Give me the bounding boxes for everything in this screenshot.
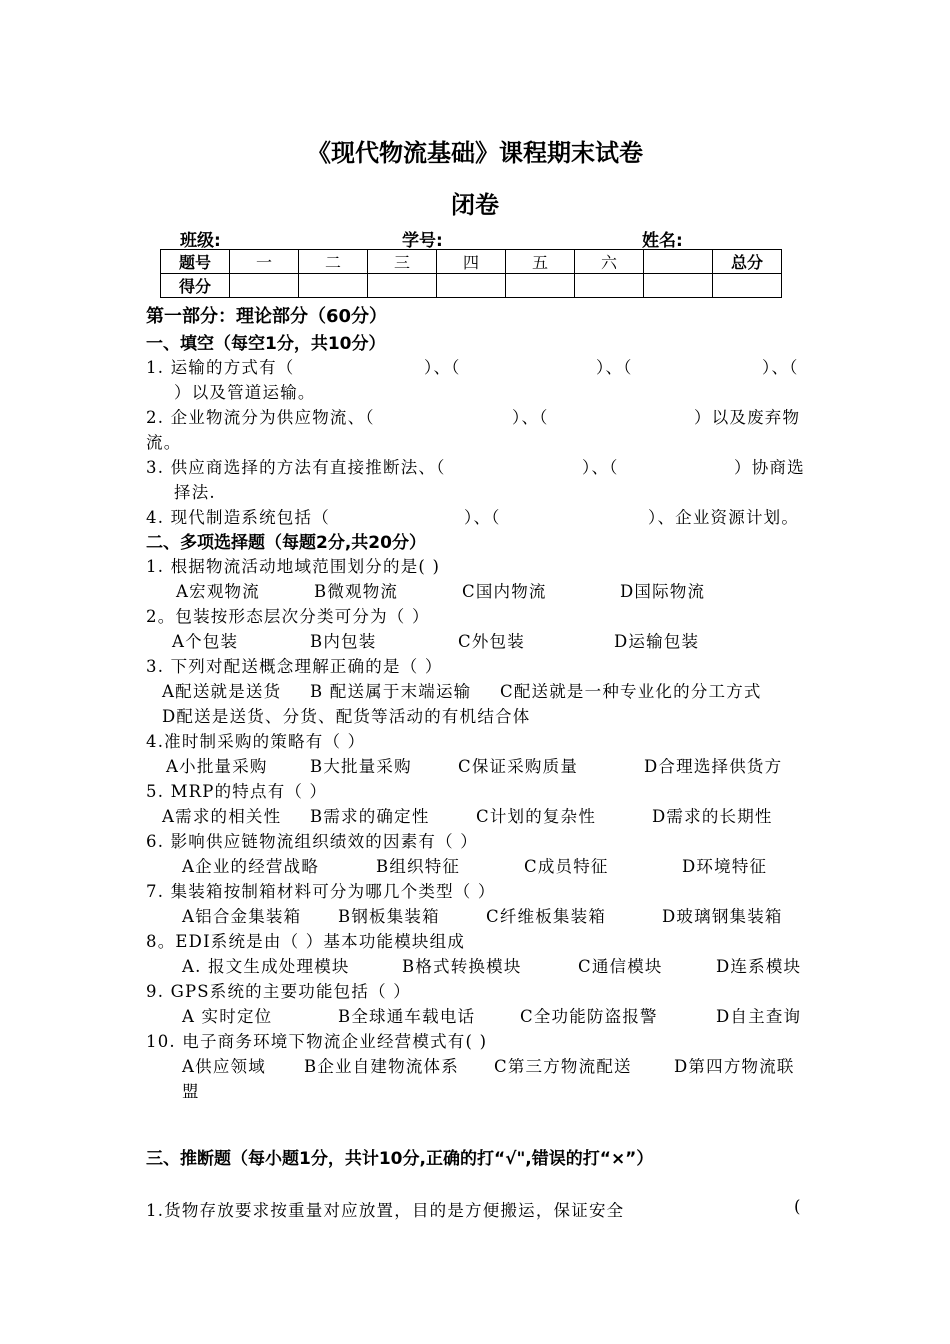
option-c: C配送就是一种专业化的分工方式 [500,682,762,701]
option-b: B大批量采购 [310,757,412,776]
score-input-cell[interactable] [368,274,437,298]
score-cell: 四 [437,250,506,274]
question-text: 7. 集装箱按制箱材料可分为哪几个类型（ ） [146,882,496,901]
section-heading: 一、填空（每空1分，共10分） [146,334,386,354]
score-input-cell[interactable] [437,274,506,298]
question-text: ）、（ [512,408,549,427]
option-d: D国际物流 [620,582,706,601]
option-d: D需求的长期性 [652,807,773,826]
page-title: 《现代物流基础》课程期末试卷 [307,139,643,167]
question-text: 9. GPS系统的主要功能包括（ ） [146,982,411,1001]
option-b: B内包装 [310,632,377,651]
question-text: ）以及管道运输。 [174,383,316,402]
option-c: C通信模块 [578,957,663,976]
option-a: A企业的经营战略 [182,857,320,876]
option-d: D运输包装 [614,632,700,651]
class-label: 班级: [180,231,221,251]
option-b: B需求的确定性 [310,807,430,826]
question-text: 8。EDI系统是由（ ）基本功能模块组成 [146,932,466,951]
question-text: 4. 现代制造系统包括（ [146,508,330,527]
option-b: B企业自建物流体系 [304,1057,459,1076]
score-cell: 五 [506,250,575,274]
score-table [160,249,782,298]
option-d: D第四方物流联 [674,1057,795,1076]
score-table-header-row [161,250,782,274]
question-text: 4.准时制采购的策略有（ ） [146,732,366,751]
question-text: 2。包装按形态层次分类可分为（ ） [146,607,430,626]
option-a: A铝合金集装箱 [182,907,302,926]
option-b: B 配送属于末端运输 [310,682,472,701]
score-table-score-row [161,274,782,298]
option-a: A宏观物流 [176,582,260,601]
option-c: C纤维板集装箱 [486,907,607,926]
score-cell: 三 [368,250,437,274]
option-d: D合理选择供货方 [644,757,783,776]
option-d: D玻璃钢集装箱 [662,907,783,926]
question-text: 择法. [174,483,216,502]
score-input-cell[interactable] [644,274,713,298]
option-d: D自主查询 [716,1007,802,1026]
option-c: C全功能防盗报警 [520,1007,658,1026]
question-text: ）协商选 [734,458,805,477]
question-text: ）、（ [596,358,633,377]
score-input-cell[interactable] [506,274,575,298]
option-c: C计划的复杂性 [476,807,597,826]
option-d: D连系模块 [716,957,802,976]
option-d-continued: 盟 [182,1082,200,1101]
question-text: ）、（ [424,358,461,377]
section-heading: 三、推断题（每小题1分，共计10分,正确的打“√",错误的打“×”） [146,1149,654,1169]
option-c: C外包装 [458,632,525,651]
option-c: C国内物流 [462,582,547,601]
section-heading: 二、多项选择题（每题2分,共20分） [146,533,426,553]
score-cell: 一 [230,250,299,274]
question-text: 2. 企业物流分为供应物流、（ [146,408,375,427]
score-row-label: 得分 [161,274,230,298]
score-input-cell[interactable] [299,274,368,298]
option-c: C成员特征 [524,857,609,876]
option-d: D配送是送货、分货、配货等活动的有机结合体 [162,707,531,726]
page-subtitle: 闭卷 [451,191,499,219]
score-cell: 六 [575,250,644,274]
option-a: A配送就是送货 [162,682,282,701]
score-cell: 题号 [161,250,230,274]
question-text: 3. 下列对配送概念理解正确的是（ ） [146,657,443,676]
option-a: A小批量采购 [166,757,268,776]
option-a: A. 报文生成处理模块 [182,957,350,976]
option-d: D环境特征 [682,857,768,876]
student-id-label: 学号: [402,231,443,251]
question-text: 3. 供应商选择的方法有直接推断法、（ [146,458,446,477]
question-text: ）、企业资源计划。 [648,508,800,527]
score-input-cell[interactable] [230,274,299,298]
option-b: B组织特征 [376,857,461,876]
option-b: B格式转换模块 [402,957,522,976]
option-c: C保证采购质量 [458,757,579,776]
question-text: ）以及废弃物 [694,408,801,427]
name-label: 姓名: [642,231,683,251]
question-text: 1.货物存放要求按重量对应放置，目的是方便搬运，保证安全 [146,1201,625,1220]
option-a: A 实时定位 [182,1007,273,1026]
question-text: ）、（ [464,508,501,527]
question-text: ）、（ [762,358,799,377]
score-cell: 二 [299,250,368,274]
question-text: 1. 根据物流活动地域范围划分的是( ) [146,557,441,576]
option-a: A个包装 [172,632,239,651]
question-text: 5. MRP的特点有（ ） [146,782,328,801]
question-text: 流。 [146,433,182,452]
option-a: A供应领域 [182,1057,266,1076]
score-input-cell[interactable] [713,274,782,298]
option-b: B微观物流 [314,582,399,601]
question-text: ）、（ [582,458,619,477]
part-heading: 第一部分：理论部分（60分） [146,306,388,327]
score-cell [644,250,713,274]
answer-paren: ( [794,1197,802,1216]
score-cell: 总分 [713,250,782,274]
option-a: A需求的相关性 [162,807,282,826]
question-text: 1. 运输的方式有（ [146,358,295,377]
option-c: C第三方物流配送 [494,1057,632,1076]
question-text: 6. 影响供应链物流组织绩效的因素有（ ） [146,832,478,851]
question-text: 10. 电子商务环境下物流企业经营模式有( ) [146,1032,488,1051]
score-input-cell[interactable] [575,274,644,298]
option-b: B钢板集装箱 [338,907,440,926]
option-b: B全球通车载电话 [338,1007,476,1026]
